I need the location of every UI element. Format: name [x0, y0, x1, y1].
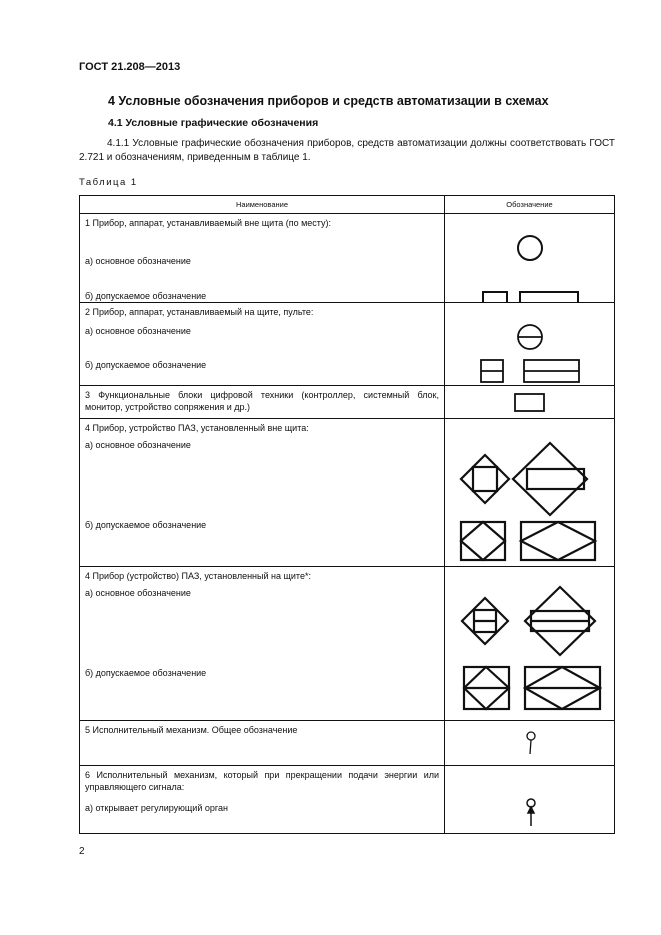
symbol-graphic	[445, 303, 616, 386]
subsection-title: 4.1 Условные графические обозначения	[108, 117, 319, 129]
row-symbol-cell	[445, 567, 615, 721]
row-symbol-cell	[445, 386, 615, 419]
table-row	[80, 419, 615, 567]
circle-symbol	[518, 236, 542, 260]
row-name-cell	[80, 386, 445, 419]
row-title: 6 Исполнительный механизм, который при прекращении подачи энергии или управляющего сигнала:	[85, 770, 439, 792]
row-name-cell	[80, 419, 445, 567]
square-symbol	[483, 292, 507, 303]
table-header-row	[80, 196, 615, 214]
document-code: ГОСТ 21.208—2013	[79, 61, 181, 73]
paz-diamond-rect-symbol	[513, 443, 587, 515]
row-option-b: б) допускаемое обозначение	[85, 360, 207, 370]
row-option-b: б) допускаемое обозначение	[85, 291, 207, 301]
symbol-graphic	[445, 766, 616, 834]
table-row	[80, 567, 615, 721]
row-title: 3 Функциональные блоки цифровой техники (контроллер, системный блок, монитор, устройство сопряжения и др.)	[85, 390, 439, 412]
page-number: 2	[79, 846, 85, 857]
row-option-a: а) основное обозначение	[85, 326, 191, 336]
rectangle-symbol	[520, 292, 578, 303]
table-row	[80, 386, 615, 419]
header-name: Наименование	[80, 196, 445, 214]
row-name-cell	[80, 214, 445, 303]
actuator-symbol	[527, 732, 535, 740]
symbol-graphic	[445, 419, 616, 567]
row-option-a: а) открывает регулирующий орган	[85, 803, 228, 813]
symbols-table	[79, 195, 615, 834]
row-option-a: а) основное обозначение	[85, 256, 191, 266]
row-name-cell	[80, 766, 445, 834]
table-row	[80, 766, 615, 834]
section-title: 4 Условные обозначения приборов и средств автоматизации в схемах	[108, 94, 549, 108]
row-symbol-cell	[445, 303, 615, 386]
row-title: 4 Прибор (устройство) ПАЗ, установленный на щите*:	[85, 571, 311, 581]
row-title: 1 Прибор, аппарат, устанавливаемый вне щита (по месту):	[85, 218, 332, 228]
row-option-b: б) допускаемое обозначение	[85, 668, 207, 678]
row-symbol-cell	[445, 419, 615, 567]
row-option-b: б) допускаемое обозначение	[85, 520, 207, 530]
symbol-graphic	[445, 567, 616, 721]
header-symbol: Обозначение	[445, 196, 615, 214]
row-title: 5 Исполнительный механизм. Общее обозначение	[85, 725, 298, 735]
row-symbol-cell	[445, 766, 615, 834]
symbol-graphic	[445, 214, 616, 303]
paz-rect-diamond-symbol	[521, 522, 595, 560]
row-symbol-cell	[445, 214, 615, 303]
paz-diamond-square-symbol	[461, 455, 509, 503]
row-title: 4 Прибор, устройство ПАЗ, установленный вне щита:	[85, 423, 309, 433]
row-option-a: а) основное обозначение	[85, 588, 191, 598]
row-symbol-cell	[445, 721, 615, 766]
row-title: 2 Прибор, аппарат, устанавливаемый на щите, пульте:	[85, 307, 314, 317]
row-name-cell	[80, 721, 445, 766]
row-name-cell	[80, 567, 445, 721]
paz-square-diamond-symbol	[461, 522, 505, 560]
table-row	[80, 303, 615, 386]
table-row	[80, 214, 615, 303]
symbol-graphic	[445, 721, 616, 766]
table-caption: Таблица 1	[79, 177, 138, 188]
row-name-cell	[80, 303, 445, 386]
function-block-symbol	[515, 394, 544, 411]
paragraph: 4.1.1 Условные графические обозначения приборов, средств автоматизации должны соответствовать ГОСТ 2.721 и обозначениям, приведенным в таблице 1.	[79, 138, 615, 163]
symbol-graphic	[445, 386, 616, 419]
row-option-a: а) основное обозначение	[85, 440, 191, 450]
table-row	[80, 721, 615, 766]
